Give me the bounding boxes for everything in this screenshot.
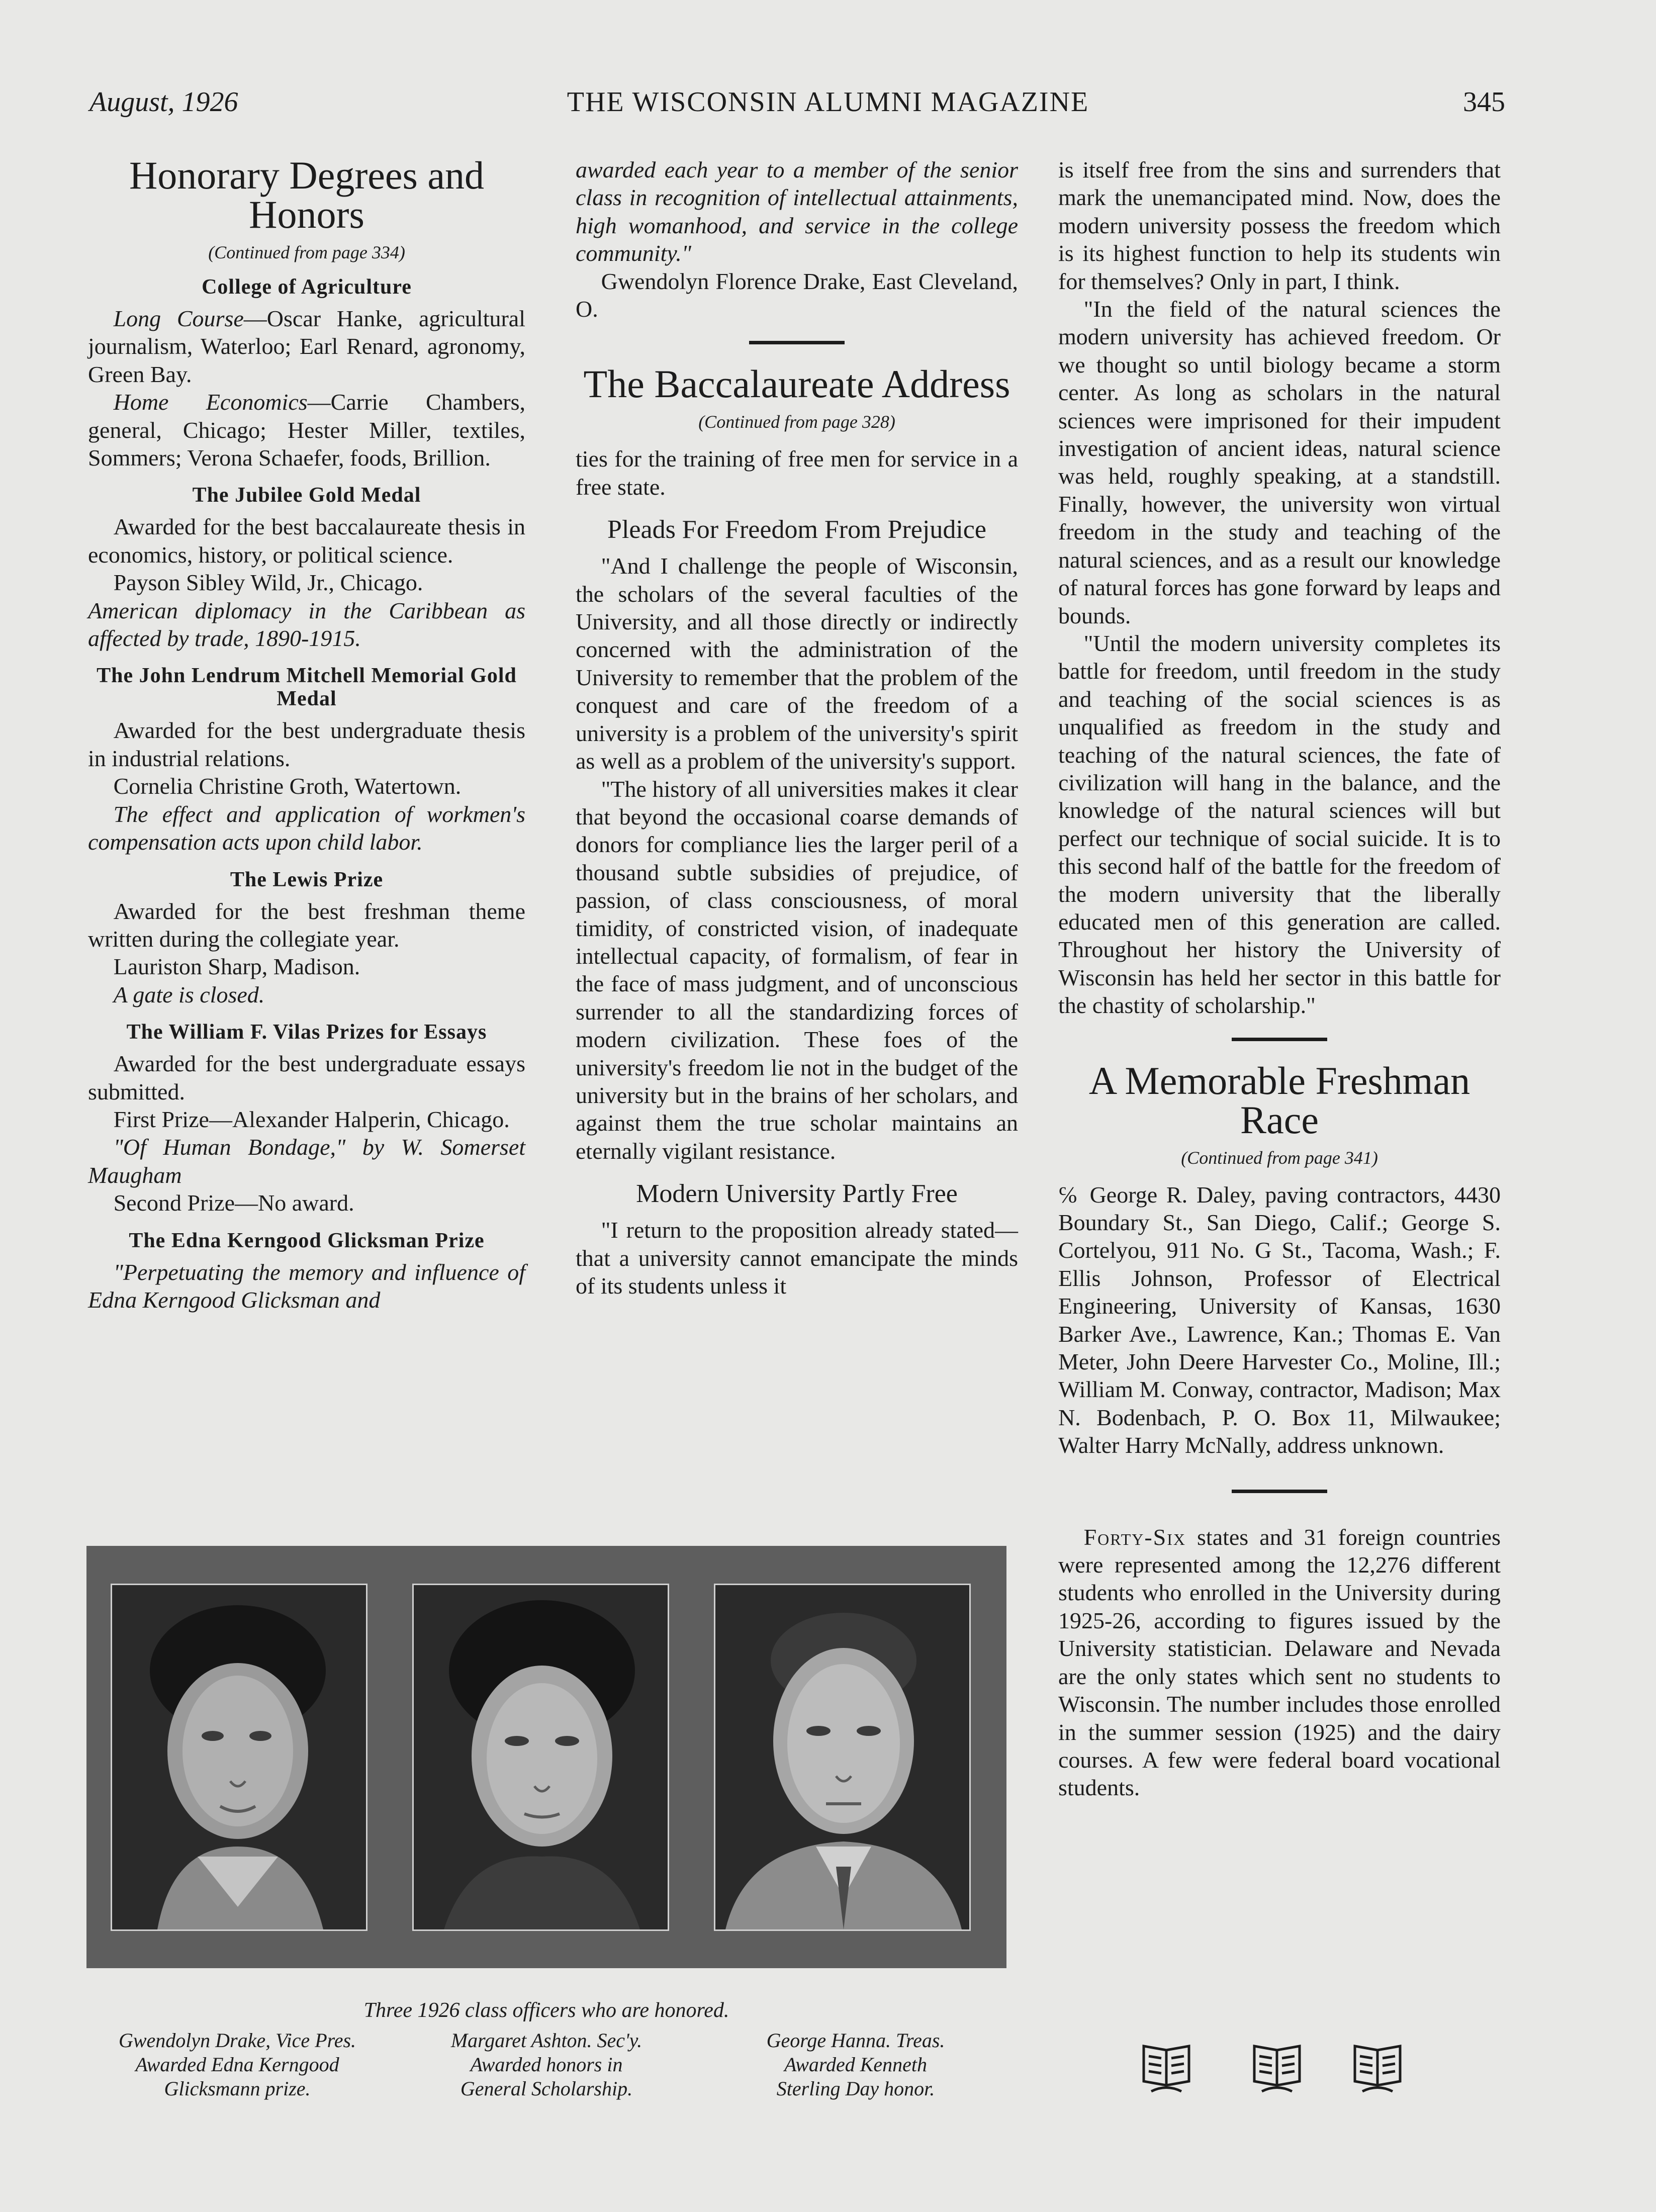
portrait-image [715,1585,969,1929]
long-course-paragraph [88,305,525,388]
mitchell-winner: Cornelia Christine Groth, Watertown. [113,773,462,799]
mitchell-desc: Awarded for the best undergraduate thesis in industrial relations. [88,717,525,771]
officer-award-line: General Scholarship. [460,2077,633,2100]
baccalaureate-para-3: "I return to the proposition already stated—that a university cannot emancipate the minds of its students unless it [576,1217,1018,1299]
baccalaureate-subhead-2: Modern University Partly Free [636,1179,958,1209]
glicksman-heading: The Edna Kerngood Glicksman Prize [129,1229,485,1252]
long-course-label: Long Course [113,306,244,331]
section-divider [1232,1038,1327,1041]
vilas-essay [88,1133,525,1189]
portrait-image [112,1585,366,1929]
vilas-desc: Awarded for the best undergraduate essays submitted. [88,1051,525,1104]
portrait-george-hanna [714,1584,971,1931]
agriculture-heading: College of Agriculture [202,275,412,299]
baccalaureate-title: The Baccalaureate Address [583,362,1010,406]
jubilee-winner: Payson Sibley Wild, Jr., Chicago. [113,570,423,596]
mitchell-heading: The John Lendrum Mitchell Memorial Gold Medal [97,664,517,711]
vilas-second: Second Prize—No award. [113,1190,354,1216]
long-course-text: —Oscar Hanke, agricultural journalism, Waterloo; Earl Renard, agronomy, Green Bay. [88,306,526,387]
officer-award-line: Awarded honors in [470,2053,623,2076]
baccalaureate-para-4: "In the field of the natural sciences the modern university has achieved freedom. Or we thought so until biology became a storm center. As long as scholars in the natural sciences were imprisoned for their impudent investigation of ancient ideas, natural science was held, roughly speaking, at a standstill. Finally, however, the university won virtual freedom in the study and teaching of the natural sciences, and as a result our knowledge of natural forces has gone forward by leaps and bounds. [1058,296,1501,628]
officer-name: Margaret Ashton. Sec'y. [450,2029,642,2052]
portrait-margaret-ashton [412,1584,669,1931]
officer-photos [86,1546,1006,1968]
glicksman-quote-end: awarded each year to a member of the senior class in recognition of intellectual attainments, high womanhood, and service in the college community." [576,157,1018,266]
baccalaureate-para-5: "Until the modern university completes its battle for freedom, until freedom in the study and teaching of the social sciences is as unqualified as freedom in the study and teaching of the natural sciences, the fate of civilization will hang in the balance, and the knowledge of the natural sciences will but perfect our technique of social suicide. It is to this second half of the battle for the freedom of the modern university that the liberally educated men of this generation are called. Throughout her history the University of Wisconsin has held her sector in this battle for the chastity of scholarship." [1058,630,1501,1019]
jubilee-thesis: American diplomacy in the Caribbean as affected by trade, 1890-1915. [88,597,525,652]
portrait-image [414,1585,668,1929]
glicksman-winner: Gwendolyn Florence Drake, East Cleveland, O. [576,268,1018,322]
section-divider [1232,1490,1327,1493]
photo-caption: Three 1926 class officers who are honored. [363,1999,729,2022]
book-ornament-icon [1355,2046,1400,2091]
column-right [1058,156,1501,1802]
officer-award-line: Awarded Edna Kerngood [135,2053,339,2076]
column-middle [576,156,1018,1300]
baccalaureate-para-3-cont: is itself free from the sins and surrenders that mark the unemancipated mind. Now, does the modern university possess the freedom which is its highest function to help its students win for themselves? Only in part, I think. [1058,157,1501,294]
book-ornament-icons [1141,2041,1418,2101]
book-ornament-icon [1254,2046,1300,2091]
issue-date: August, 1926 [89,86,238,118]
baccalaureate-para-1: "And I challenge the people of Wisconsin, the scholars of the several faculties of the University, and all those directly or indirectly concerned with the administration of the University to remember that the problem of the conquest and care of the freedom of a university is a problem of the university's spirit as well as a problem of the university's support. [576,553,1018,774]
vilas-essay-title: "Of Human Bondage," [113,1134,346,1160]
officer-award-line: Glicksmann prize. [164,2077,311,2100]
page-number: 345 [1463,86,1505,118]
column-left [88,153,526,1314]
jubilee-heading: The Jubilee Gold Medal [192,484,421,507]
caption-officer-2 [396,2029,697,2101]
vilas-heading: The William F. Vilas Prizes for Essays [126,1021,487,1044]
lewis-heading: The Lewis Prize [230,868,384,891]
home-econ-paragraph [88,388,525,472]
portrait-gwendolyn-drake [111,1584,367,1931]
caption-officer-3 [705,2029,1006,2101]
mitchell-thesis: The effect and application of workmen's compensation acts upon child labor. [88,801,525,855]
home-econ-text: —Carrie Chambers, general, Chicago; Hester Miller, textiles, Sommers; Verona Schaefer, foods, Brillion. [88,389,525,471]
vilas-first: First Prize—Alexander Halperin, Chicago. [113,1106,510,1132]
book-ornament-icon [1144,2046,1189,2091]
officer-name: George Hanna. Treas. [766,2029,945,2052]
enrollment-lead: Forty-Six [1083,1524,1186,1550]
officer-award-line: Awarded Kenneth [784,2053,928,2076]
lewis-winner: Lauriston Sharp, Madison. [113,954,360,980]
baccalaureate-intro: ties for the training of free men for service in a free state. [576,446,1018,500]
freshman-race-title: A Memorable Freshman Race [1088,1058,1470,1142]
enrollment-text: states and 31 foreign countries were represented among the 12,276 different students who enrolled in the University during 1925-26, according to figures issued by the University statistician. Delaware and Nevada are the only states which sent no students to Wisconsin. The number includes those enrolled in the summer session (1925) and the dairy courses. A few were federal board vocational students. [1058,1524,1501,1801]
freshman-race-continued: (Continued from page 341) [1181,1147,1378,1168]
baccalaureate-subhead-1: Pleads For Freedom From Prejudice [607,515,986,544]
honors-title: Honorary Degrees and Honors [129,153,485,236]
vilas-essay-author: W. Somerset Maugham [88,1134,526,1188]
honors-continued: (Continued from page 334) [208,242,405,262]
lewis-theme: A gate is closed. [113,981,265,1007]
officer-award-line: Sterling Day honor. [776,2077,935,2100]
magazine-title: THE WISCONSIN ALUMNI MAGAZINE [567,86,1089,118]
glicksman-quote-start: "Perpetuating the memory and influence of Edna Kerngood Glicksman and [88,1259,525,1313]
enrollment-paragraph [1058,1523,1501,1802]
caption-officer-1 [86,2029,388,2101]
vilas-essay-by: by [345,1134,401,1160]
jubilee-desc: Awarded for the best baccalaureate thesis in economics, history, or political science. [88,514,525,568]
section-divider [749,341,845,344]
baccalaureate-para-2: "The history of all universities makes it clear that beyond the occasional coarse demands of donors for compliance lies the larger peril of a thousand subtle subsidies of prejudice, of passion, of class consciousness, of moral timidity, of constricted vision, of inadequate intellectual capacity, of formalism, of fear in the face of mass judgment, and of unconscious surrender to all the standardizing forces of modern civilization. These foes of the university's freedom lie not in the budget of the university but in the brains of her scholars, and against them the true scholar maintains an eternally vigilant resistance. [576,776,1018,1164]
lewis-desc: Awarded for the best freshman theme written during the collegiate year. [88,898,525,952]
baccalaureate-continued: (Continued from page 328) [698,412,895,432]
freshman-race-text: ℅ George R. Daley, paving contractors, 4430 Boundary St., San Diego, Calif.; George S. Cortelyou, 911 No. G St., Tacoma, Wash.; F. Ellis Johnson, Professor of Electrical Engineering, University of Kansas, 1630 Barker Ave., Lawrence, Kan.; Thomas E. Van Meter, John Deere Harvester Co., Moline, Ill.; William M. Conway, contractor, Madison; Max N. Bodenbach, P. O. Box 11, Milwaukee; Walter Harry McNally, address unknown. [1058,1181,1501,1458]
home-econ-label: Home Economics [113,389,308,415]
officer-name: Gwendolyn Drake, Vice Pres. [118,2029,356,2052]
